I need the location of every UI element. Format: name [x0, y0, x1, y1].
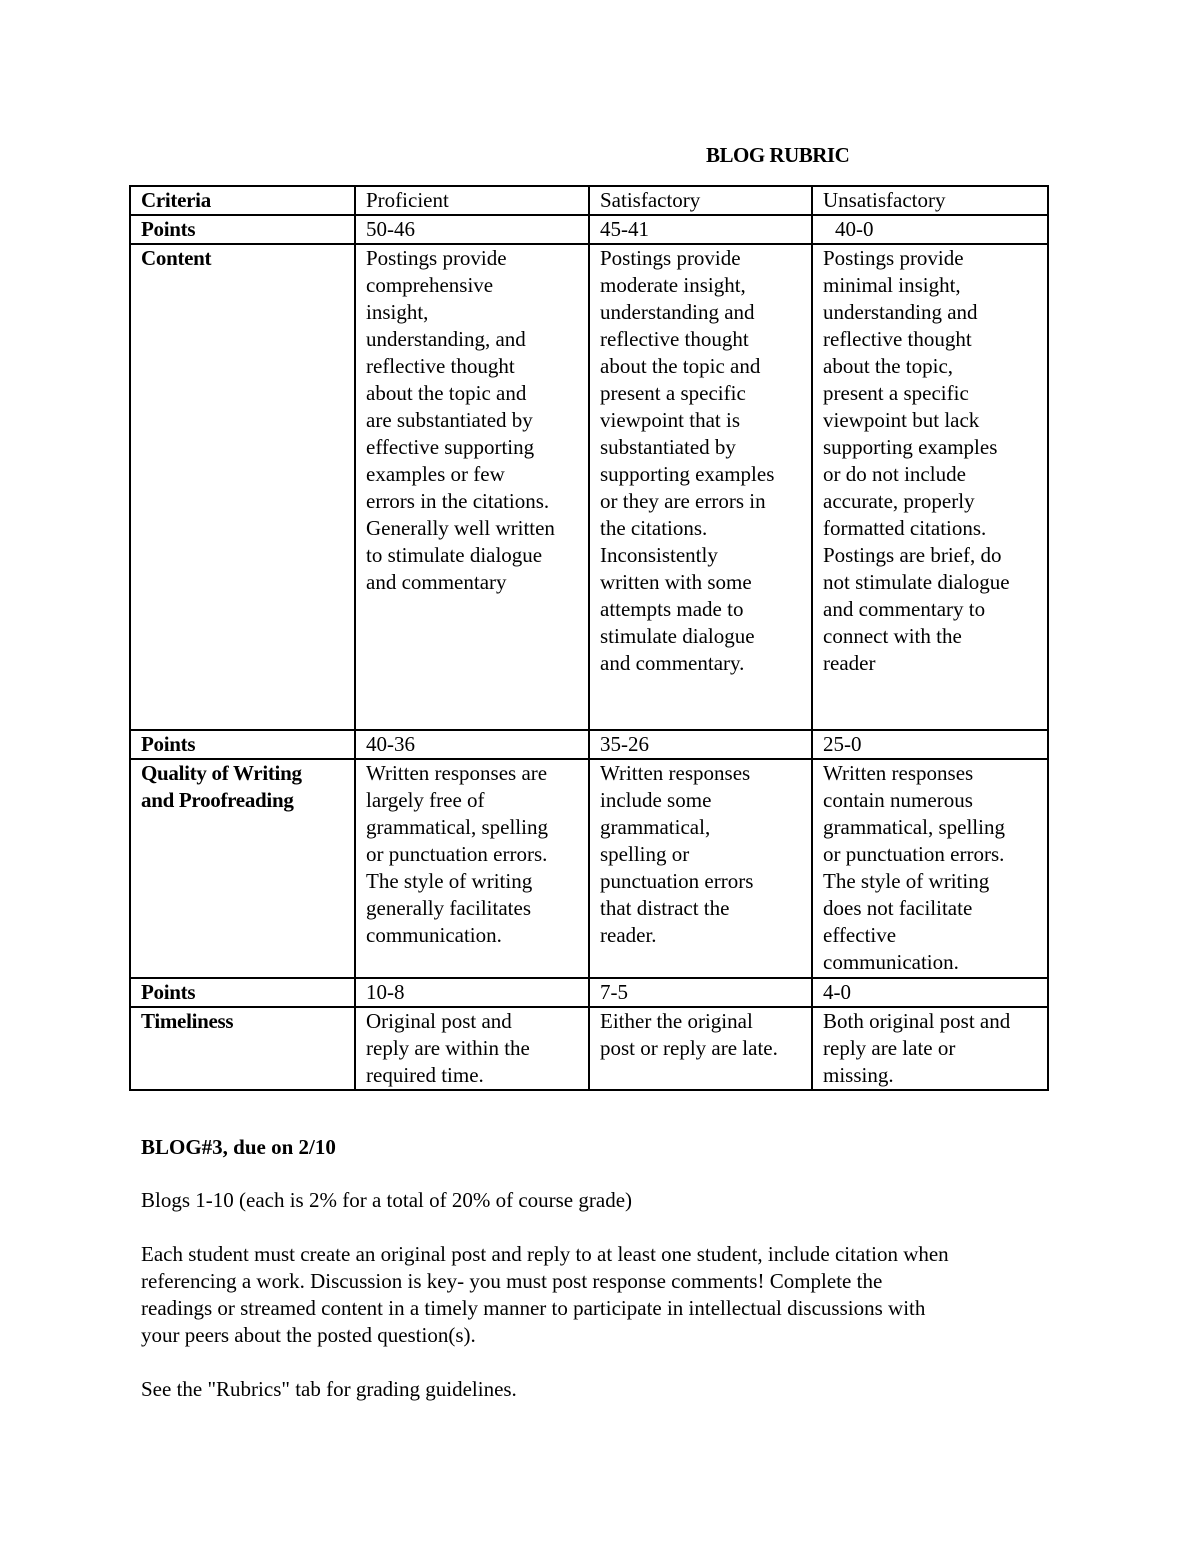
timeliness-proficient: Original post and reply are within the required time. — [355, 1007, 589, 1090]
quality-points-satisfactory: 35-26 — [589, 730, 812, 759]
header-proficient: Proficient — [355, 186, 589, 215]
content-points-proficient: 50-46 — [355, 215, 589, 244]
table-row-content-points — [130, 215, 1048, 244]
blogs-grade-note: Blogs 1-10 (each is 2% for a total of 20% of course grade) — [141, 1188, 633, 1212]
page-title: BLOG RUBRIC — [706, 143, 850, 167]
timeliness-label: Timeliness — [130, 1007, 355, 1090]
header-unsatisfactory: Unsatisfactory — [812, 186, 1048, 215]
header-satisfactory: Satisfactory — [589, 186, 812, 215]
quality-points-unsatisfactory: 25-0 — [812, 730, 1048, 759]
timeliness-points-label: Points — [130, 978, 355, 1007]
quality-points-label: Points — [130, 730, 355, 759]
table-row-content — [130, 244, 1048, 730]
quality-label: Quality of Writing and Proofreading — [130, 759, 355, 978]
table-row-timeliness — [130, 1007, 1048, 1090]
quality-unsatisfactory: Written responses contain numerous grammatical, spelling or punctuation errors. The style of writing does not facilitate effective communication. — [812, 759, 1048, 978]
timeliness-points-satisfactory: 7-5 — [589, 978, 812, 1007]
quality-satisfactory: Written responses include some grammatical, spelling or punctuation errors that distract the reader. — [589, 759, 812, 978]
content-proficient: Postings provide comprehensive insight, understanding, and reflective thought about the topic and are substantiated by effective supporting examples or few errors in the citations. Generally well written to stimulate dialogue and commentary — [355, 244, 589, 730]
content-unsatisfactory: Postings provide minimal insight, understanding and reflective thought about the topic, present a specific viewpoint but lack supporting examples or do not include accurate, properly formatted citations. Postings are brief, do not stimulate dialogue and commentary to connect with the reader — [812, 244, 1048, 730]
content-label: Content — [130, 244, 355, 730]
timeliness-points-unsatisfactory: 4-0 — [812, 978, 1048, 1007]
content-points-unsatisfactory: 40-0 — [812, 215, 1048, 244]
table-row-quality — [130, 759, 1048, 978]
content-satisfactory: Postings provide moderate insight, understanding and reflective thought about the topic and present a specific viewpoint that is substantiated by supporting examples or they are errors in the citations. Inconsistently written with some attempts made to stimulate dialogue and commentary. — [589, 244, 812, 730]
table-row-timeliness-points — [130, 978, 1048, 1007]
content-points-satisfactory: 45-41 — [589, 215, 812, 244]
content-points-label: Points — [130, 215, 355, 244]
table-row-header — [130, 186, 1048, 215]
quality-points-proficient: 40-36 — [355, 730, 589, 759]
header-criteria: Criteria — [130, 186, 355, 215]
quality-proficient: Written responses are largely free of grammatical, spelling or punctuation errors. The style of writing generally facilitates communication. — [355, 759, 589, 978]
blog-heading: BLOG#3, due on 2/10 — [141, 1135, 336, 1159]
rubric-table — [129, 185, 1049, 1091]
timeliness-satisfactory: Either the original post or reply are late. — [589, 1007, 812, 1090]
rubrics-tab-note: See the "Rubrics" tab for grading guidelines. — [141, 1377, 517, 1401]
timeliness-points-proficient: 10-8 — [355, 978, 589, 1007]
instructions-paragraph: Each student must create an original post and reply to at least one student, include citation when referencing a work. Discussion is key- you must post response comments! Complete the readings or streamed content in a timely manner to participate in intellectual discussions with your peers about the posted question(s). — [141, 1242, 949, 1347]
timeliness-unsatisfactory: Both original post and reply are late or missing. — [812, 1007, 1048, 1090]
table-row-quality-points — [130, 730, 1048, 759]
